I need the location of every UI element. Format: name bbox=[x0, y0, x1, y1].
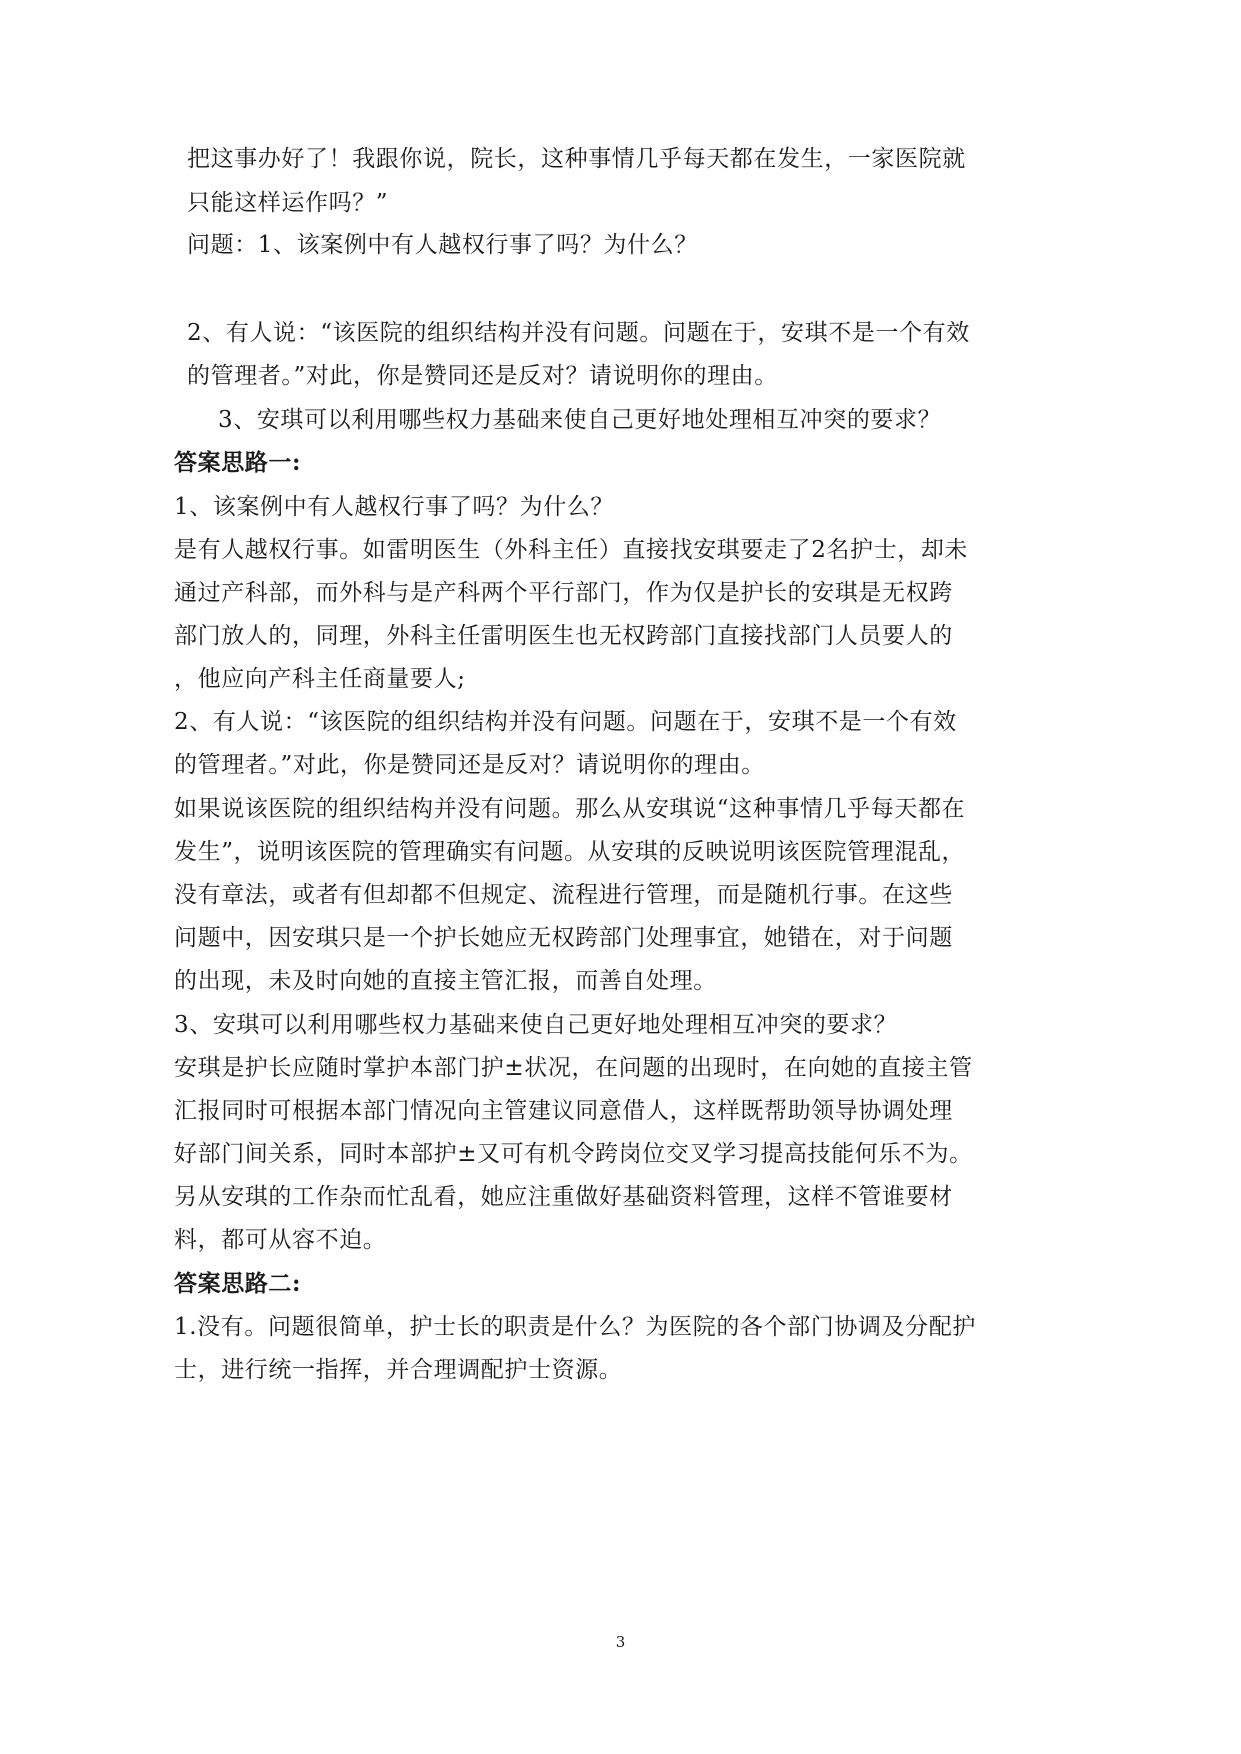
answer2-text-1: 1.没有。问题很简单，护士长的职责是什么？为医院的各个部门协调及分配护 bbox=[174, 1314, 976, 1340]
answer1-text-11: 汇报同时可根据本部门情况向主管建议同意借人，这样既帮助领导协调处理 bbox=[174, 1098, 953, 1124]
answer1-text-12: 好部门间关系，同时本部护±又可有机令跨岗位交叉学习提高技能何乐不为。 bbox=[174, 1141, 973, 1167]
answer1-text-3: 部门放人的，同理，外科主任雷明医生也无权跨部门直接找部门人员要人的 bbox=[174, 623, 953, 649]
answer1-text-2: 通过产科部，而外科与是产科两个平行部门，作为仅是护长的安琪是无权跨 bbox=[174, 580, 953, 606]
text-line-1: 把这事办好了！我跟你说，院长，这种事情几乎每天都在发生，一家医院就 bbox=[187, 146, 966, 172]
answer1-text-10: 安琪是护长应随时掌护本部门护±状况，在问题的出现时，在向她的直接主管 bbox=[174, 1055, 973, 1081]
question-2-line-1: 2、有人说：“该医院的组织结构并没有问题。问题在于，安琪不是一个有效 bbox=[187, 320, 970, 346]
answer1-q1: 1、该案例中有人越权行事了吗？为什么？ bbox=[174, 494, 615, 520]
answer1-text-6: 发生”，说明该医院的管理确实有问题。从安琪的反映说明该医院管理混乱， bbox=[174, 839, 966, 865]
answer1-text-4: ，他应向产科主任商量要人; bbox=[174, 666, 466, 692]
question-2-line-2: 的管理者。”对此，你是赞同还是反对？请说明你的理由。 bbox=[187, 363, 778, 389]
answer1-text-7: 没有章法，或者有但却都不但规定、流程进行管理，而是随机行事。在这些 bbox=[174, 882, 953, 908]
answer1-q2-line-1: 2、有人说：“该医院的组织结构并没有问题。问题在于，安琪不是一个有效 bbox=[174, 709, 957, 735]
question-3: 3、安琪可以利用哪些权力基础来使自己更好地处理相互冲突的要求？ bbox=[218, 407, 942, 433]
answer1-q3: 3、安琪可以利用哪些权力基础来使自己更好地处理相互冲突的要求？ bbox=[174, 1012, 898, 1038]
page-number: 3 bbox=[615, 1633, 626, 1651]
answer1-text-13: 另从安琪的工作杂而忙乱看，她应注重做好基础资料管理，这样不管谁要材 bbox=[174, 1184, 953, 1210]
answer1-text-9: 的出现，未及时向她的直接主管汇报，而善自处理。 bbox=[174, 968, 717, 994]
section-heading-2: 答案思路二: bbox=[174, 1270, 302, 1297]
answer1-text-8: 问题中，因安琪只是一个护长她应无权跨部门处理事宜，她错在，对于问题 bbox=[174, 925, 953, 951]
answer1-text-14: 料，都可从容不迫。 bbox=[174, 1227, 387, 1253]
text-line-2: 只能这样运作吗？” bbox=[187, 190, 389, 216]
answer1-q2-line-2: 的管理者。”对此，你是赞同还是反对？请说明你的理由。 bbox=[174, 752, 765, 778]
question-1: 问题：1、该案例中有人越权行事了吗？为什么？ bbox=[187, 232, 698, 258]
answer2-text-2: 士，进行统一指挥，并合理调配护士资源。 bbox=[174, 1357, 623, 1383]
answer1-text-1: 是有人越权行事。如雷明医生（外科主任）直接找安琪要走了2名护士，却未 bbox=[174, 537, 969, 563]
answer1-text-5: 如果说该医院的组织结构并没有问题。那么从安琪说“这种事情几乎每天都在 bbox=[174, 796, 966, 822]
section-heading-1: 答案思路一: bbox=[174, 449, 302, 476]
